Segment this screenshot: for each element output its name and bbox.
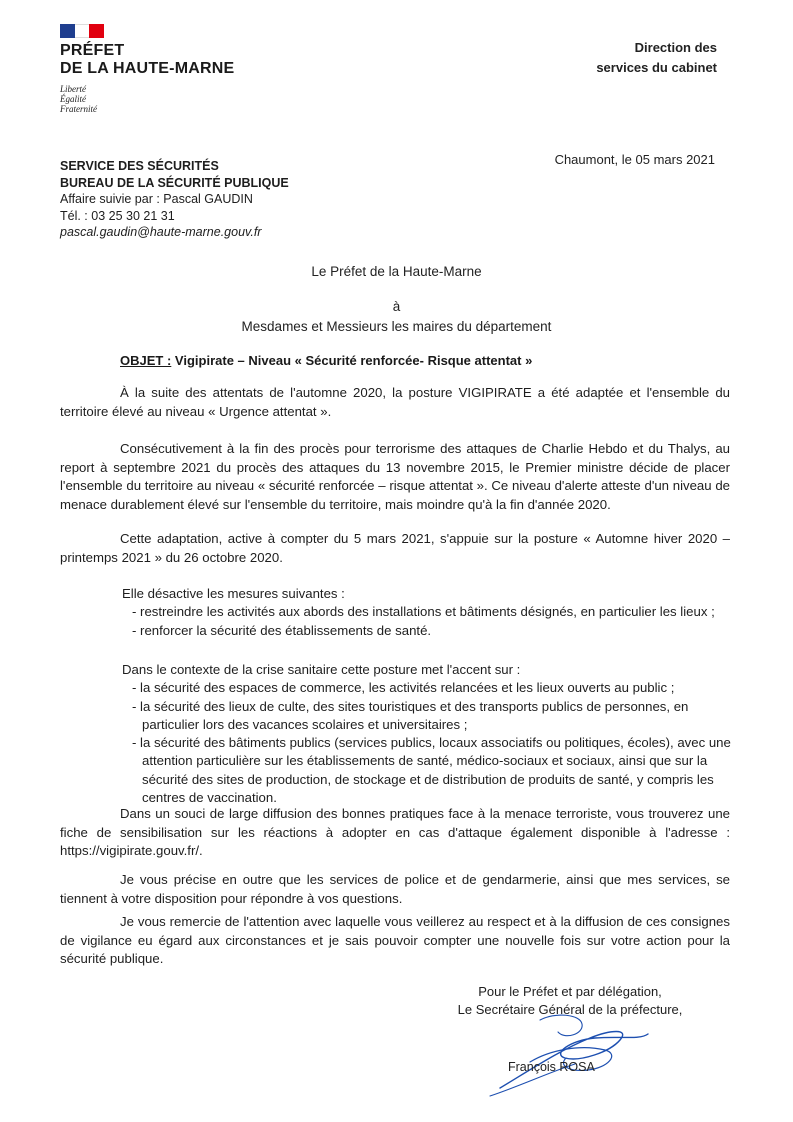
closing-line-1: Pour le Préfet et par délégation, bbox=[478, 984, 662, 999]
list-item: - la sécurité des lieux de culte, des sites touristiques et des transports publics de personnes, en particulier lors des vacances scolaires et universitaires ; bbox=[132, 698, 689, 732]
list-item: - renforcer la sécurité des établissements de santé. bbox=[132, 622, 432, 638]
issuing-direction bbox=[596, 38, 717, 78]
prefecture-name bbox=[60, 42, 234, 78]
paragraph-6 bbox=[60, 913, 730, 969]
list-item: - restreindre les activités aux abords des installations et bâtiments désignés, en particulier les lieux ; bbox=[132, 604, 715, 620]
paragraph-5-text: Je vous précise en outre que les services de police et de gendarmerie, ainsi que mes services, se tiennent à votre disposition pour répondre à vos questions. bbox=[60, 872, 730, 906]
republic-motto bbox=[60, 84, 97, 114]
paragraph-4 bbox=[60, 805, 730, 861]
paragraph-2 bbox=[60, 440, 730, 514]
list-2-intro: Dans le contexte de la crise sanitaire cette posture met l'accent sur : bbox=[122, 662, 521, 677]
list-item: - la sécurité des espaces de commerce, les activités relancées et les lieux ouverts au public ; bbox=[132, 680, 675, 696]
bureau-name: BUREAU DE LA SÉCURITÉ PUBLIQUE bbox=[60, 175, 289, 190]
subject-label: OBJET : bbox=[120, 353, 172, 368]
paragraph-2-text: Consécutivement à la fin des procès pour terrorisme des attaques de Charlie Hebdo et du Thalys, au report à septembre 2021 du procès des attaques du 13 novembre 2015, le Premier ministre décide de placer l'ensemble du territoire au niveau « sécurité renforcée – risque attentat ». Ce niveau d'alerte atteste d'un niveau de menace durablement élevé sur l'ensemble du territoire, mais moindre qu'à la fin d'année 2020. bbox=[60, 441, 730, 512]
subject-text: Vigipirate – Niveau « Sécurité renforcée- Risque attentat » bbox=[174, 353, 533, 368]
paragraph-6-text: Je vous remercie de l'attention avec laquelle vous veillerez au respect et à la diffusion de ces consignes de vigilance eu égard aux circonstances et je sais pouvoir compter une nouvelle fois sur votre action pour la sécurité publique. bbox=[60, 914, 730, 966]
letter-subject bbox=[120, 353, 532, 368]
closing-line-2: Le Secrétaire Général de la préfecture, bbox=[457, 1002, 683, 1017]
flag-red-band bbox=[89, 24, 104, 38]
emphasis-measures-list bbox=[122, 661, 734, 807]
marianne-flag-logo bbox=[60, 24, 104, 38]
paragraph-3 bbox=[60, 530, 730, 567]
handwritten-signature bbox=[470, 1010, 670, 1100]
paragraph-1-text: À la suite des attentats de l'automne 2020, la posture VIGIPIRATE a été adaptée et l'ensemble du territoire élevé au niveau « Urgence attentat ». bbox=[60, 385, 730, 419]
paragraph-1 bbox=[60, 384, 730, 421]
signer-name: François ROSA bbox=[508, 1060, 595, 1074]
flag-blue-band bbox=[60, 24, 75, 38]
letter-date: Chaumont, le 05 mars 2021 bbox=[554, 152, 715, 167]
email-address: pascal.gaudin@haute-marne.gouv.fr bbox=[60, 225, 262, 239]
letter-to-word: à bbox=[392, 299, 401, 314]
flag-white-band bbox=[75, 24, 90, 38]
list-1-intro: Elle désactive les mesures suivantes : bbox=[122, 586, 345, 601]
contact-person: Affaire suivie par : Pascal GAUDIN bbox=[60, 192, 253, 206]
motto-fraternite: Fraternité bbox=[60, 104, 97, 114]
sender-block bbox=[60, 158, 289, 241]
logo-line-2: DE LA HAUTE-MARNE bbox=[60, 60, 235, 77]
logo-line-1: PRÉFET bbox=[60, 42, 125, 59]
paragraph-5 bbox=[60, 871, 730, 908]
letter-from: Le Préfet de la Haute-Marne bbox=[311, 264, 482, 279]
letter-recipients: Mesdames et Messieurs les maires du département bbox=[241, 319, 552, 334]
paragraph-3-text: Cette adaptation, active à compter du 5 mars 2021, s'appuie sur la posture « Automne hiver 2020 – printemps 2021 » du 26 octobre 2020. bbox=[60, 531, 730, 565]
paragraph-4-text: Dans un souci de large diffusion des bonnes pratiques face à la menace terroriste, vous trouverez une fiche de sensibilisation sur les réactions à adopter en cas d'attaque également disponible à l'adresse : https://vigipirate.gouv.fr/. bbox=[60, 806, 730, 858]
direction-line-2: services du cabinet bbox=[596, 60, 717, 75]
motto-liberte: Liberté bbox=[60, 84, 86, 94]
service-name: SERVICE DES SÉCURITÉS bbox=[60, 159, 219, 173]
deactivated-measures-list bbox=[122, 585, 734, 640]
direction-line-1: Direction des bbox=[634, 40, 717, 55]
phone-number: Tél. : 03 25 30 21 31 bbox=[60, 208, 175, 223]
motto-egalite: Égalité bbox=[60, 94, 86, 104]
list-item: - la sécurité des bâtiments publics (services publics, locaux associatifs ou politiques, écoles), avec une attention particulière sur les établissements de santé, médico-sociaux et sociaux, ainsi que sur la sécurité des sites de production, de stockage et de distribution de produits de santé, y compris les centres de vaccination. bbox=[132, 735, 731, 806]
